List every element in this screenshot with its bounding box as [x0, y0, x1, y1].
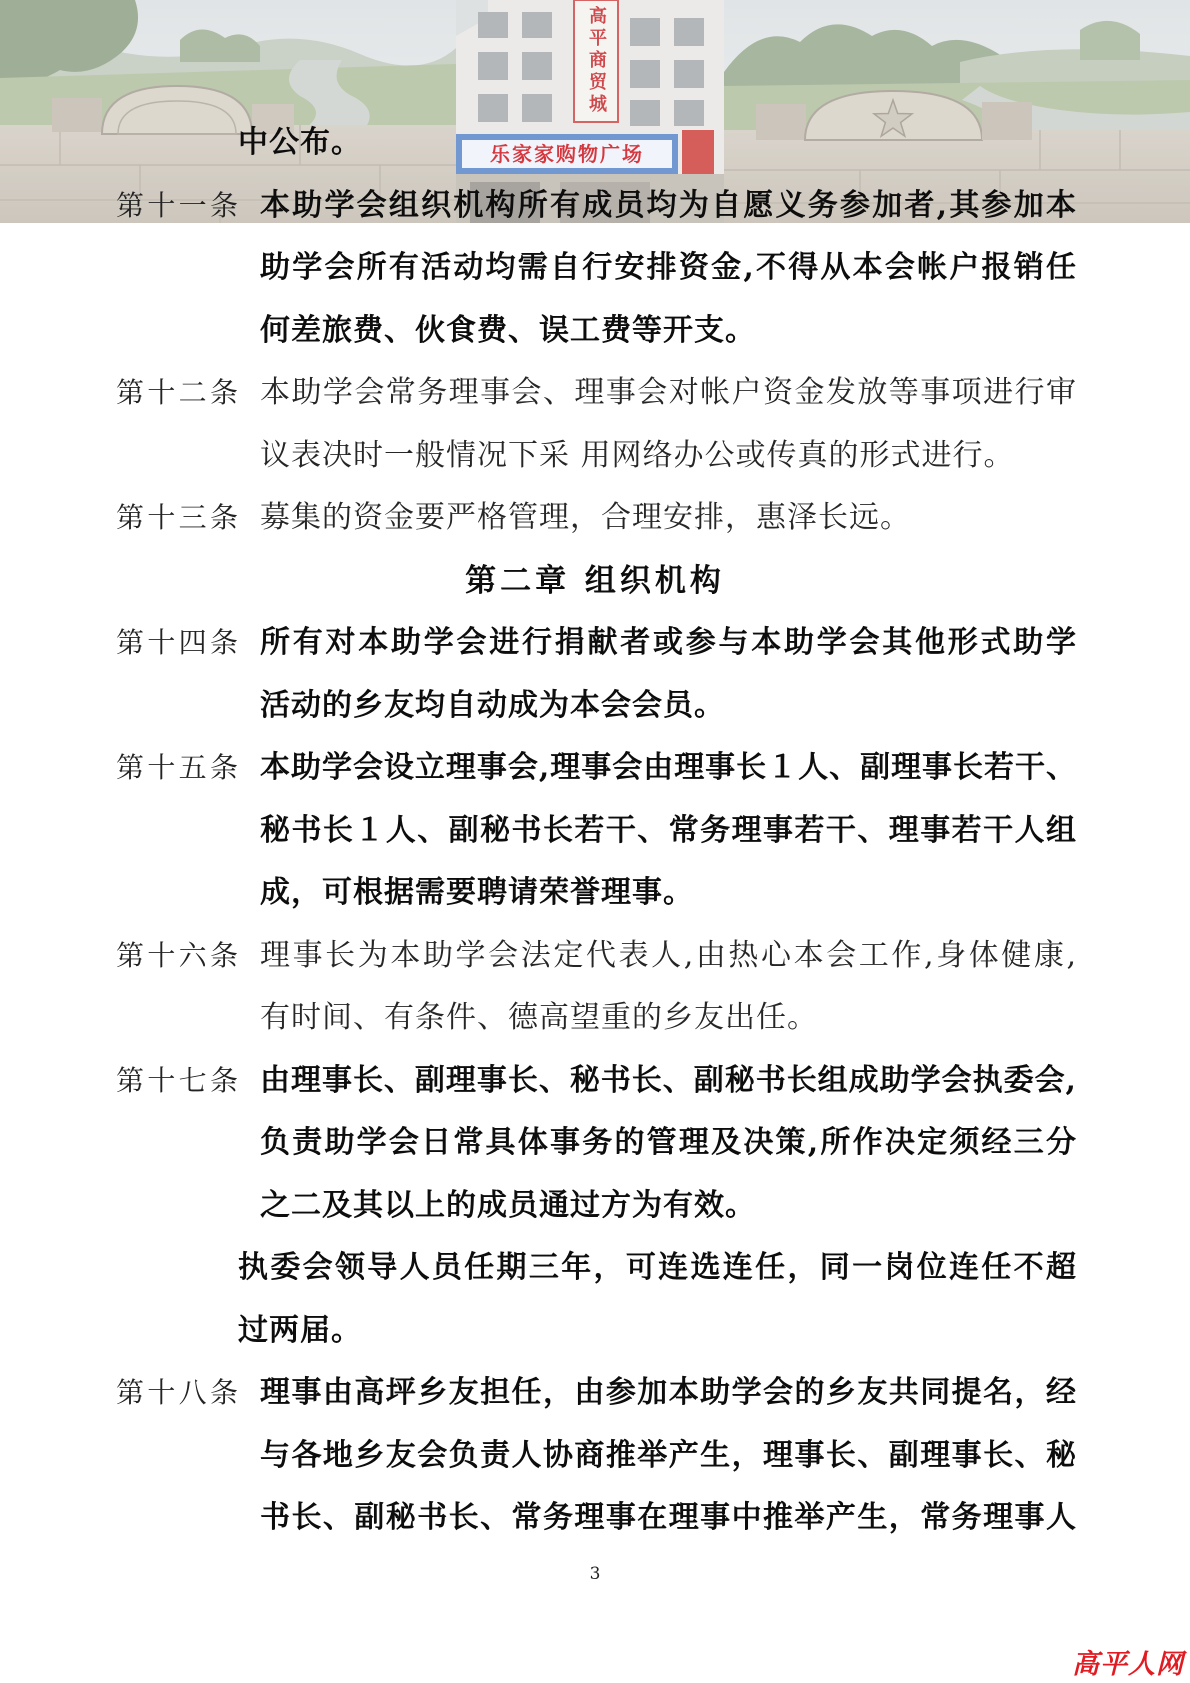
article-line: 本助学会组织机构所有成员均为自愿义务参加者,其参加本 [260, 187, 1076, 223]
article-line: 秘书长１人、副秘书长若干、常务理事若干、理事若干人组 [260, 812, 1076, 848]
article-line: 活动的乡友均自动成为本会会员。 [260, 687, 725, 723]
article-line: 理事长为本助学会法定代表人,由热心本会工作,身体健康, [260, 937, 1076, 973]
article-text [260, 487, 1076, 550]
article-line: 本助学会常务理事会、理事会对帐户资金发放等事项进行审 [260, 375, 1076, 411]
page-number: 3 [589, 1564, 601, 1584]
article-text [260, 612, 1076, 737]
document-body [0, 112, 1190, 1550]
article-label: 第十八条 [116, 1376, 238, 1410]
article-line: 本助学会设立理事会,理事会由理事长１人、副理事长若干、 [260, 750, 1076, 786]
article-text [260, 362, 1076, 487]
article-line: 议表决时一般情况下采 用网络办公或传真的形式进行。 [260, 437, 1015, 473]
article-15 [0, 737, 1190, 925]
article-16 [0, 925, 1190, 1050]
article-17 [0, 1050, 1190, 1238]
article-line: 成，可根据需要聘请荣誉理事。 [260, 875, 694, 911]
shop-sign: 乐家家购物广场 [490, 142, 644, 166]
article-label: 第十三条 [116, 501, 238, 535]
article-label: 第十二条 [116, 376, 238, 410]
article-text [260, 1362, 1076, 1550]
article-label: 第十一条 [116, 188, 238, 222]
article-17-continuation-line: 执委会领导人员任期三年，可连选连任，同一岗位连任不超 [238, 1250, 1076, 1286]
article-12 [0, 362, 1190, 487]
site-watermark: 高平人网 [1072, 1649, 1184, 1680]
article-11 [0, 175, 1190, 363]
article-label: 第十六条 [116, 938, 238, 972]
article-line: 书长、副秘书长、常务理事在理事中推举产生，常务理事人 [260, 1500, 1076, 1536]
article-line: 由理事长、副理事长、秘书长、副秘书长组成助学会执委会, [260, 1062, 1076, 1098]
article-line: 之二及其以上的成员通过方为有效。 [260, 1187, 756, 1223]
chapter-heading: 第二章 组织机构 [465, 562, 725, 599]
article-line: 与各地乡友会负责人协商推举产生，理事长、副理事长、秘 [260, 1437, 1076, 1473]
continued-paragraph-line: 中公布。 [238, 125, 362, 161]
article-13 [0, 487, 1190, 550]
article-line: 理事由高坪乡友担任，由参加本助学会的乡友共同提名，经 [260, 1375, 1076, 1411]
article-line: 何差旅费、伙食费、误工费等开支。 [260, 312, 756, 348]
article-line: 负责助学会日常具体事务的管理及决策,所作决定须经三分 [260, 1125, 1076, 1161]
article-line: 有时间、有条件、德高望重的乡友出任。 [260, 1000, 818, 1036]
article-14 [0, 612, 1190, 737]
article-text [260, 925, 1076, 1050]
article-line: 所有对本助学会进行捐献者或参与本助学会其他形式助学 [260, 625, 1076, 661]
article-label: 第十五条 [116, 751, 238, 785]
article-text [260, 1050, 1076, 1238]
article-text [260, 737, 1076, 925]
article-label: 第十四条 [116, 626, 238, 660]
article-label: 第十七条 [116, 1063, 238, 1097]
building-sign: 高平商贸城 [586, 6, 607, 116]
article-17-continuation-line: 过两届。 [238, 1312, 362, 1348]
article-line: 募集的资金要严格管理，合理安排，惠泽长远。 [260, 500, 911, 536]
article-line: 助学会所有活动均需自行安排资金,不得从本会帐户报销任 [260, 250, 1076, 286]
article-18 [0, 1362, 1190, 1550]
article-text [260, 175, 1076, 363]
